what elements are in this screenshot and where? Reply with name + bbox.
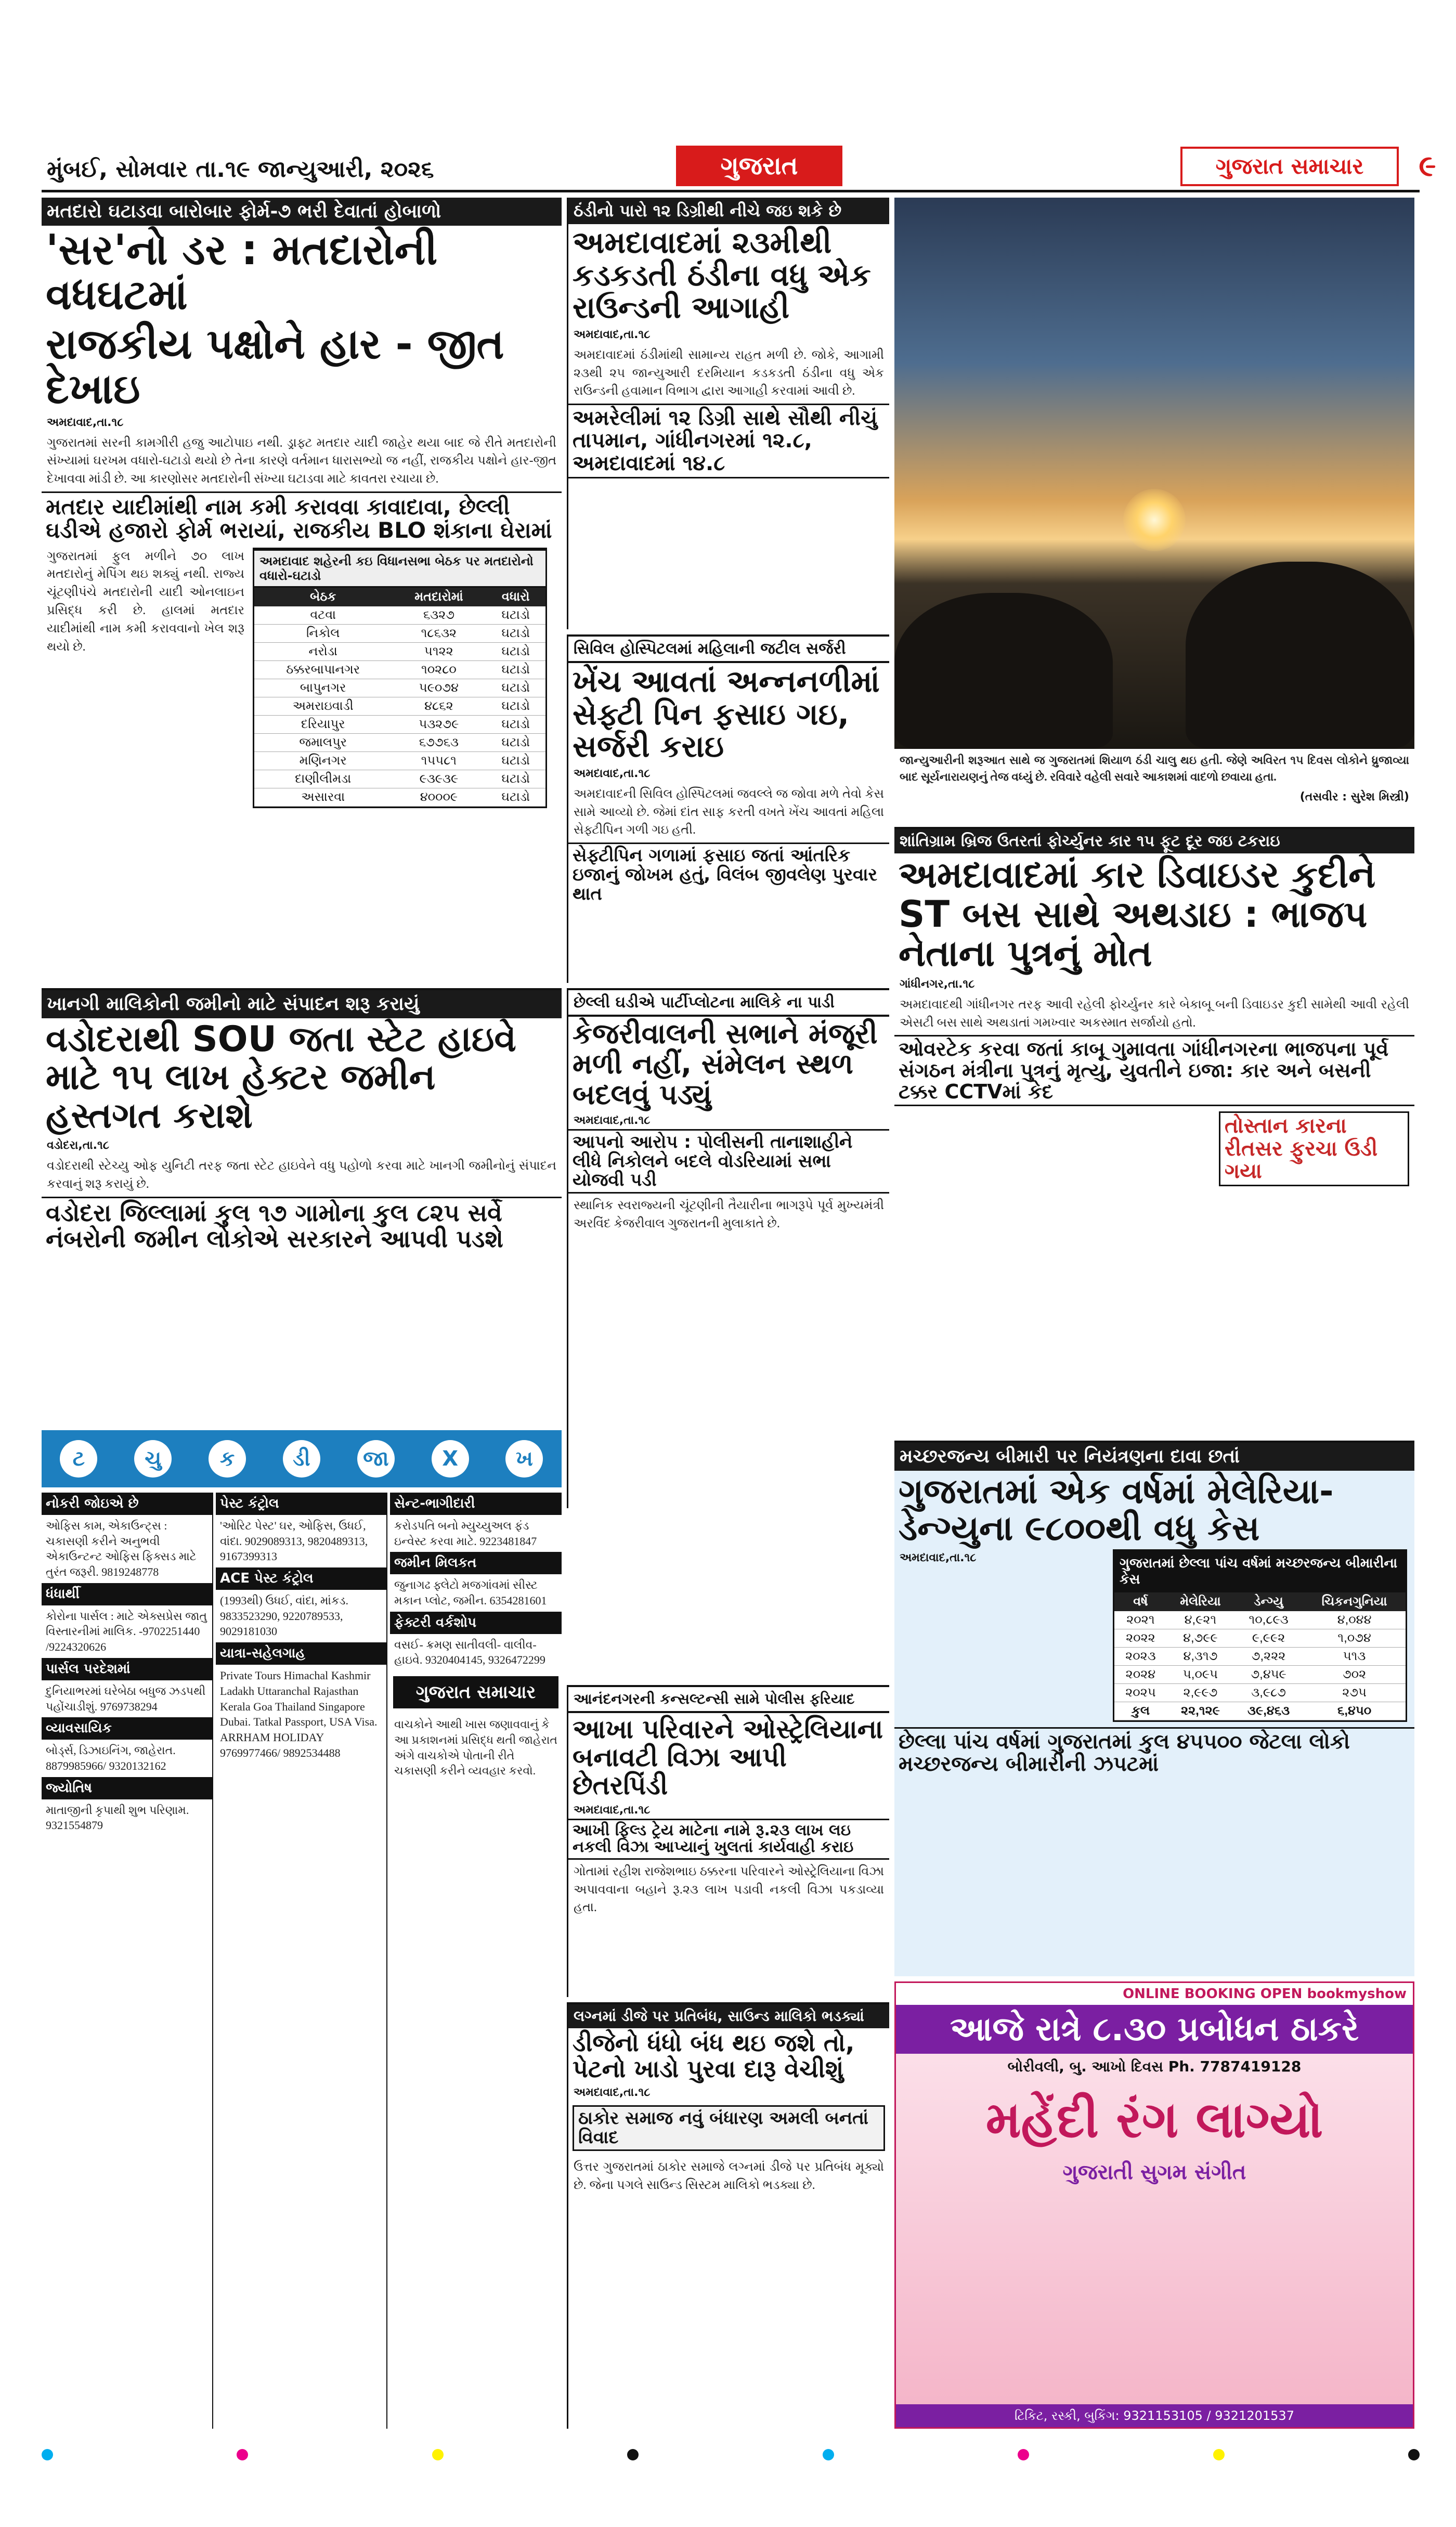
story-kicker: ખાનગી માલિકોની જમીનો માટે સંપાદન શરૂ કરાયું xyxy=(42,990,562,1018)
table-row: દાણીલીમડા ૯૩૯૩૯ ઘટાડો xyxy=(254,770,545,788)
table-header: ડેન્ગ્યુ xyxy=(1234,1592,1303,1611)
sunrise-photo xyxy=(894,198,1414,749)
section-tag: ગુજરાત xyxy=(676,146,842,186)
classifieds-strip xyxy=(42,1430,562,1487)
story-body: વડોદરાથી સ્ટેચ્યુ ઓફ યુનિટી તરફ જતા સ્ટેટ હાઇવેને વધુ પહોળો કરવા માટે ખાનગી જમીનોનું સંપાદન કરવાનું શરૂ કરાયું છે. xyxy=(47,1159,556,1191)
classified-section-body: બોર્ડ્સ, ડિઝાઇનિંગ, જાહેરાત. 8879985966/ 9320132162 xyxy=(46,1744,176,1772)
show-title: મહેંદી રંગ લાગ્યો xyxy=(985,2090,1323,2149)
dateline: ગાંધીનગર,તા.૧૮ xyxy=(900,977,975,991)
table-title: અમદાવાદ શહેરની કઇ વિધાનસભા બેઠક પર મતદારોનો વધારો-ઘટાડો xyxy=(254,549,545,588)
story-subhead: વડોદરા જિલ્લામાં કુલ ૧૭ ગામોના કુલ ૮૨૫ સર્વે નંબરોની જમીન લોકોએ સરકારને આપવી પડશે xyxy=(42,1197,562,1254)
masthead-date: મુંબઈ, સોમવાર તા.૧૯ જાન્યુઆરી, ૨૦૨૬ xyxy=(47,155,434,183)
story-headline: 'સર'નો ડર : મતદારોની વધઘટમાં xyxy=(46,226,438,319)
classified-section-head: પેસ્ટ કંટ્રોલ xyxy=(216,1493,386,1515)
table-row: અમરાઇવાડી ૪૮૬૨ ઘટાડો xyxy=(254,697,545,715)
strip-letter: જા xyxy=(357,1440,395,1478)
photo-block xyxy=(894,198,1414,822)
strip-letter: ખ xyxy=(505,1440,543,1478)
table-header: ચિકનગુનિયા xyxy=(1303,1592,1406,1611)
story-subhead: ઓવરટેક કરવા જતાં કાબૂ ગુમાવતા ગાંધીનગરના ભાજપના પૂર્વ સંગઠન મંત્રીના પુત્રનું મૃત્યુ, યુવતીને ઇજા: કાર અને બસની ટક્કર CCTVમાં કેદ xyxy=(894,1035,1414,1106)
classified-section-body: કોરોના પાર્સલ : માટે એક્સપ્રેસ જાતુ વિસ્તારનીમાં માલિક. -9702251440 /9224320626 xyxy=(46,1609,207,1654)
story-headline: આખા પરિવારને ઓસ્ટ્રેલિયાના બનાવટી વિઝા આપી છેતરપિંડી xyxy=(573,1714,883,1800)
tree-silhouette xyxy=(894,593,1113,749)
story-cold-wave xyxy=(567,198,889,629)
strip-letter: ક xyxy=(209,1440,246,1478)
table-row: મણિનગર ૧૫૫૮૧ ઘટાડો xyxy=(254,751,545,770)
strip-letter: ડી xyxy=(283,1440,320,1478)
story-body: ગુજરાતમાં સરની કામગીરી હજુ આટોપાઇ નથી. ડ્રાફ્ટ મતદાર યાદી જાહેર થયા બાદ જે રીતે મતદારોની સંખ્યામાં ઘરખમ વધારો-ઘટાડો થયો છે તેના કારણે વર્તમાન ધારાસભ્યો જ નહીં, રાજકીય પક્ષોને હાર-જીત દેખાવવા માંડી છે. આ કારણોસર મતદારોની સંખ્યા ઘટાડવા માટે કાવતરા રચાયા છે. xyxy=(47,436,556,486)
classified-section-head: ACE પેસ્ટ કંટ્રોલ xyxy=(216,1567,386,1590)
story-kicker: શાંતિગ્રામ બ્રિજ ઉતરતાં ફોર્ચ્યુનર કાર ૧૫ ફૂટ દૂર જઇ ટકરાઇ xyxy=(894,829,1414,853)
classified-section-body: વસઈ- ક્રમણ સાતીવલી- વાલીવ- હાઇવે. 9320404145, 9326472299 xyxy=(394,1638,545,1667)
story-headline: ડીજેનો ધંધો બંધ થઇ જશે તો, પેટનો ખાડો પુરવા દારૂ વેચીશું xyxy=(573,2029,855,2083)
dateline: અમદાવાદ,તા.૧૮ xyxy=(574,2086,651,2100)
story-kicker: મતદારો ઘટાડવા બારોબાર ફોર્મ-૭ ભરી દેવાતાં હોબાળો xyxy=(42,198,562,226)
classified-section-body: 'ઓરિટ પેસ્ટ' ઘર, ઓફિસ, ઉધઈ, વાંદા. 9029089313, 9820489313, 9167399313 xyxy=(220,1519,368,1563)
classified-section-head: પાર્સલ પરદેશમાં xyxy=(42,1658,212,1680)
story-headline: અમદાવાદમાં ૨૩મીથી કડકડતી ઠંડીના વધુ એક રાઉન્ડની આગાહી xyxy=(573,225,871,326)
story-land-acquisition xyxy=(42,988,562,1425)
brand-logo: ગુજરાત સમાચાર xyxy=(1180,147,1399,186)
strip-letter: ટ xyxy=(60,1440,97,1478)
dateline: અમદાવાદ,તા.૧૮ xyxy=(574,1113,651,1127)
story-kicker: આનંદનગરની કન્સલ્ટન્સી સામે પોલીસ ફરિયાદ xyxy=(568,1687,889,1713)
story-malaria xyxy=(894,1441,1414,1976)
story-kicker: સિવિલ હોસ્પિટલમાં મહિલાની જટીલ સર્જરી xyxy=(568,634,889,663)
classified-section-head: જ્યોતિષ xyxy=(42,1777,212,1799)
photo-credit: (તસવીર : સુરેશ મિસ્ત્રી) xyxy=(1299,790,1409,804)
classified-section-body: (1993થી) ઉધઈ, વાંદા, માંકડ. 9833523290, 9220789533, 9029181030 xyxy=(220,1594,348,1638)
story-kicker: મચ્છરજન્ય બીમારી પર નિયંત્રણના દાવા છતાં xyxy=(894,1443,1414,1471)
classified-section-head: નોકરી જોઇએ છે xyxy=(42,1493,212,1515)
story-body-2: ગુજરાતમાં ફુલ મળીને ૭૦ લાખ મતદારોનું મેપિંગ થઇ શક્યું નથી. રાજ્ય ચૂંટણીપંચે મતદારોની યાદી ઓનલાઇન પ્રસિદ્ધ કરી છે. હાલમાં મતદાર યાદીમાંથી નામ કમી કરાવવાનો ખેલ શરૂ થયો છે. xyxy=(47,549,244,654)
story-subhead: છેલ્લા પાંચ વર્ષમાં ગુજરાતમાં કુલ ૪૫૫૦૦ જેટલા લોકો મચ્છરજન્ય બીમારીની ઝપટમાં xyxy=(894,1727,1414,1778)
disease-table-box xyxy=(1113,1549,1407,1722)
story-headline: કેજરીવાલની સભાને મંજૂરી મળી નહીં, સંમેલન સ્થળ બદલવું પડ્યું xyxy=(573,1017,878,1111)
registration-dot xyxy=(432,2449,444,2460)
story-body: અમદાવાદથી ગાંધીનગર તરફ આવી રહેલી ફોર્ચ્યુનર કારે બેકાબૂ બની ડિવાઇડર કુદી સામેથી આવી રહેલી એસટી બસ સાથે અથડાતાં ગમખ્વાર અકસ્માત સર્જાયો હતો. xyxy=(900,997,1409,1030)
story-voter-list xyxy=(42,198,562,983)
story-headline-line-2: રાજકીય પક્ષોને હાર - જીત દેખાઇ xyxy=(46,319,504,413)
story-visa-fraud xyxy=(567,1685,889,1997)
car-box xyxy=(1219,1111,1409,1186)
classified-section-body: દુનિયાભરમાં ઘરેબેઠા બધુજ ઝડપથી પહોંચાડીશું. 9769738294 xyxy=(46,1684,206,1713)
dateline: વડોદરા,તા.૧૮ xyxy=(47,1139,109,1152)
classifieds-col-2 xyxy=(216,1493,387,2429)
table-row: અસારવા ૪૦૦૦૯ ઘટાડો xyxy=(254,788,545,806)
table-header: વર્ષ xyxy=(1114,1592,1167,1611)
classified-section-head: ધંધાર્થી xyxy=(42,1583,212,1605)
classified-section-head: યાત્રા-સહેલગાહ xyxy=(216,1642,386,1665)
registration-dot xyxy=(1408,2449,1420,2460)
story-headline: ખેંચ આવતાં અન્નનળીમાં સેફ્ટી પિન ફસાઇ ગઇ, સર્જરી કરાઇ xyxy=(573,664,880,764)
notice-text: વાચકોને આથી ખાસ જણાવવાનું કે આ પ્રકાશનમાં પ્રસિદ્ધ થતી જાહેરાત અંગે વાચકોએ પોતાની રીતે ચકાસણી કરીને વ્યવહાર કરવો. xyxy=(394,1718,557,1778)
table-header: મતદારોમાં xyxy=(392,588,486,606)
registration-dot xyxy=(42,2449,53,2460)
table-row: નરોડા ૫૧૨૨ ઘટાડો xyxy=(254,642,545,660)
registration-dot xyxy=(1018,2449,1029,2460)
classifieds-col-1 xyxy=(42,1493,213,2429)
table-title: ગુજરાતમાં છેલ્લા પાંચ વર્ષમાં મચ્છરજન્ય બીમારીના કેસ xyxy=(1114,1551,1406,1592)
dateline: અમદાવાદ,તા.૧૮ xyxy=(47,416,124,429)
registration-dot xyxy=(823,2449,834,2460)
table-row: ૨૦૨૩ ૪,૩૧૭ ૭,૨૨૨ ૫૧૩ xyxy=(1114,1647,1406,1665)
show-subtitle: ગુજરાતી સુગમ સંગીત xyxy=(1062,2160,1246,2184)
story-kicker: ઠંડીનો પારો ૧૨ ડિગ્રીથી નીચે જઇ શકે છે xyxy=(568,198,889,224)
venue-text: બોરીવલી, બુ. આખો દિવસ Ph. 7787419128 xyxy=(1007,2058,1302,2075)
table-row: ૨૦૨૨ ૪,૭૯૯ ૯,૯૯૨ ૧,૦૭૪ xyxy=(1114,1629,1406,1647)
table-row: ૨૦૨૫ ૨,૯૯૭ ૩,૯૮૭ ૨૭૫ xyxy=(1114,1683,1406,1702)
classified-section-body: માતાજીની કૃપાથી શુભ પરિણામ. 9321554879 xyxy=(46,1803,189,1832)
story-headline: ગુજરાતમાં એક વર્ષમાં મેલેરિયા-ડેન્ગ્યુના ૯૮૦૦થી વધુ કેસ xyxy=(899,1471,1334,1549)
story-subhead: આખી ફિલ્ડ ટ્રેય માટેના નામે રૂ.૨૩ લાખ લઇ નકલી વિઝા આપ્યાનું ખુલતાં કાર્યવાહી કરાઇ xyxy=(568,1819,889,1860)
registration-dot xyxy=(237,2449,248,2460)
classified-section-head: જમીન મિલકત xyxy=(390,1552,562,1574)
story-subhead: સેફ્ટીપિન ગળામાં ફસાઇ જતાં આંતરિક ઇજાનું જોખમ હતું, વિલંબ જીવલેણ પુરવાર થાત xyxy=(568,843,889,905)
samaj-box xyxy=(573,2105,885,2150)
dateline: અમદાવાદ,તા.૧૮ xyxy=(900,1551,977,1564)
tree-silhouette xyxy=(1186,562,1414,749)
story-body: ઉત્તર ગુજરાતમાં ઠાકોર સમાજે લગ્નમાં ડીજે પર પ્રતિબંધ મૂક્યો છે. જેના પગલે સાઉન્ડ સિસ્ટમ માલિકો ભડક્યા છે. xyxy=(574,2160,884,2192)
masthead-rule xyxy=(42,190,1420,192)
registration-dot xyxy=(1213,2449,1225,2460)
registration-dot xyxy=(627,2449,639,2460)
classified-section-head: ફેક્ટરી વર્કશોપ xyxy=(390,1612,562,1634)
story-body: ગોતામાં રહીશ રાજેશભાઇ ઠક્કરના પરિવારને ઓસ્ટ્રેલિયાના વિઝા અપાવવાના બહાને રૂ.૨૩ લાખ પડાવી નકલી વિઝા પકડાવ્યા હતા. xyxy=(574,1864,884,1915)
classified-section-body: ઓફિસ કામ, એકાઉન્ટ્સ : ચકાસણી કરીને અનુભવી એકાઉન્ટન્ટ ઓફિસ ફિક્સડ માટે તુરંત જરૂરી. 9819248778 xyxy=(46,1519,197,1579)
page-number: ૯ xyxy=(1419,149,1436,183)
story-safety-pin xyxy=(567,634,889,983)
table-row: ૨૦૨૪ ૫,૦૯૫ ૭,૪૫૯ ૭૦૨ xyxy=(1114,1665,1406,1683)
table-header: મેલેરિયા xyxy=(1167,1592,1234,1611)
show-time: આજે રાત્રે ૮.૩૦ પ્રબોધન ઠાકરે xyxy=(896,2005,1413,2054)
story-dj-ban xyxy=(567,2002,889,2429)
registration-marks xyxy=(42,2444,1420,2465)
disease-table xyxy=(1114,1592,1406,1720)
table-row: બાપુનગર ૫૯૦૭૪ ઘટાડો xyxy=(254,679,545,697)
dateline: અમદાવાદ,તા.૧૮ xyxy=(574,767,651,780)
classified-section-body: કરોડપતિ બનો મ્યુચ્યુઅલ ફંડ ઇન્વેસ્ટ કરવા માટે. 9223481847 xyxy=(394,1519,537,1548)
story-headline: અમદાવાદમાં કાર ડિવાઇડર કુદીને ST બસ સાથે અથડાઇ : ભાજપ નેતાના પુત્રનું મોત xyxy=(899,853,1376,975)
sun-icon xyxy=(1123,489,1186,551)
story-subhead: આપનો આરોપ : પોલીસની તાનાશાહીને લીધે નિકોલને બદલે વોડરિયામાં સભા યોજવી પડી xyxy=(568,1129,889,1194)
story-kicker: છેલ્લી ઘડીએ પાર્ટીપ્લોટના માલિકે ના પાડી xyxy=(568,990,889,1017)
table-row: ઠક્કરબાપાનગર ૧૦૨૮૦ ઘટાડો xyxy=(254,660,545,679)
brand-box: ગુજરાત સમાચાર xyxy=(393,1676,558,1708)
story-subhead: અમરેલીમાં ૧૨ ડિગ્રી સાથે સૌથી નીચું તાપમાન, ગાંધીનગરમાં ૧૨.૮, અમદાવાદમાં ૧૪.૮ xyxy=(568,404,889,478)
classified-section-head: સેન્ટ-ભાગીદારી xyxy=(390,1493,562,1515)
event-advert xyxy=(894,1981,1414,2429)
story-car-accident xyxy=(894,827,1414,1435)
constituency-table-box xyxy=(253,548,547,808)
table-row: દરિયાપુર ૫૩૨૭૯ ઘટાડો xyxy=(254,715,545,733)
story-kicker: લગ્નમાં ડીજે પર પ્રતિબંધ, સાઉન્ડ માલિકો ભડક્યાં xyxy=(568,2004,889,2028)
story-body: સ્થાનિક સ્વરાજ્યની ચૂંટણીની તૈયારીના ભાગરૂપે પૂર્વ મુખ્યમંત્રી અરવિંદ કેજરીવાલ ગુજરાતની મુલાકાતે છે. xyxy=(574,1199,884,1230)
photo-caption: જાન્યુઆરીની શરૂઆત સાથે જ ગુજરાતમાં શિયાળ ઠંડી ચાલુ થઇ હતી. જેણે અવિરત ૧૫ દિવસ લોકોને ધ્રુજાવ્યા બાદ સૂર્યનારાયણનું તેજ વધ્યું છે. રવિવારે વહેલી સવારે આકાશમાં વાદળો છવાયા હતા. xyxy=(900,754,1409,783)
classified-section-body: જુનાગઢ ફ્લેટો મજગાંવમાં સીસ્ટ મકાન પ્લોટ, જમીન. 6354281601 xyxy=(394,1578,547,1608)
table-row: નિકોલ ૧૮૬૩૨ ઘટાડો xyxy=(254,624,545,642)
dateline: અમદાવાદ,તા.૧૮ xyxy=(574,1804,651,1817)
classifieds-col-3 xyxy=(390,1493,562,2429)
table-header: બેઠક xyxy=(254,588,392,606)
table-row: જમાલપુર ૬૭૭૬૩ ઘટાડો xyxy=(254,733,545,751)
story-body: અમદાવાદમાં ઠંડીમાંથી સામાન્ય રાહત મળી છે. જોકે, આગામી ૨૩થી ૨૫ જાન્યુઆરી દરમિયાન કડકડતી ઠંડીના વધુ એક રાઉન્ડની હવામાન વિભાગ દ્વારા આગાહી કરવામાં આવી છે. xyxy=(574,348,884,398)
story-subhead: મતદાર યાદીમાંથી નામ કમી કરાવવા કાવાદાવા, છેલ્લી ઘડીએ હજારો ફોર્મ ભરાયાં, રાજકીય BLO શંકાના ઘેરામાં xyxy=(42,491,562,545)
table-row: કુલ ૨૨,૧૨૯ ૩૯,૪૬૩ ૬,૪૫૦ xyxy=(1114,1702,1406,1720)
strip-letter: X xyxy=(432,1440,469,1478)
constituency-table xyxy=(254,588,545,807)
dateline: અમદાવાદ,તા.૧૮ xyxy=(574,328,651,341)
classified-section-body: Private Tours Himachal Kashmir Ladakh Uttaranchal Rajasthan Kerala Goa Thailand Singapore Dubai. Tatkal Passport, USA Visa. ARRHAM HOLIDAY 9769977466/ 9892534488 xyxy=(220,1669,378,1759)
box-title: તોસ્તાન કારના રીતસર ફુરચા ઉડી ગયા xyxy=(1225,1114,1378,1183)
table-row: ૨૦૨૧ ૪,૯૨૧ ૧૦,૮૯૩ ૪,૦૪૪ xyxy=(1114,1611,1406,1629)
booking-banner: ONLINE BOOKING OPEN bookmyshow xyxy=(896,1983,1413,2005)
table-row: વટવા ૬૩૨૭ ઘટાડો xyxy=(254,606,545,625)
advert-footer: ટિકિટ, રસ્કી, બુકિંગ: 9321153105 / 9321201537 xyxy=(896,2404,1413,2427)
story-kejriwal-rally xyxy=(567,988,889,1508)
story-body: અમદાવાદની સિવિલ હોસ્પિટલમાં જવલ્લે જ જોવા મળે તેવો કેસ સામે આવ્યો છે. જેમાં દાંત સાફ કરતી વખતે ખેંચ આવતાં મહિલા સેફ્ટીપિન ગળી ગઇ હતી. xyxy=(574,787,884,837)
box-title: ઠાકોર સમાજ નવું બંધારણ અમલી બનતાં વિવાદ xyxy=(578,2108,868,2148)
classified-section-head: વ્યાવસાયિક xyxy=(42,1717,212,1740)
story-headline: વડોદરાથી SOU જતા સ્ટેટ હાઇવે માટે ૧૫ લાખ હેક્ટર જમીન હસ્તગત કરાશે xyxy=(46,1019,516,1136)
strip-letter: ચુ xyxy=(134,1440,172,1478)
table-header: વધારો xyxy=(486,588,545,606)
